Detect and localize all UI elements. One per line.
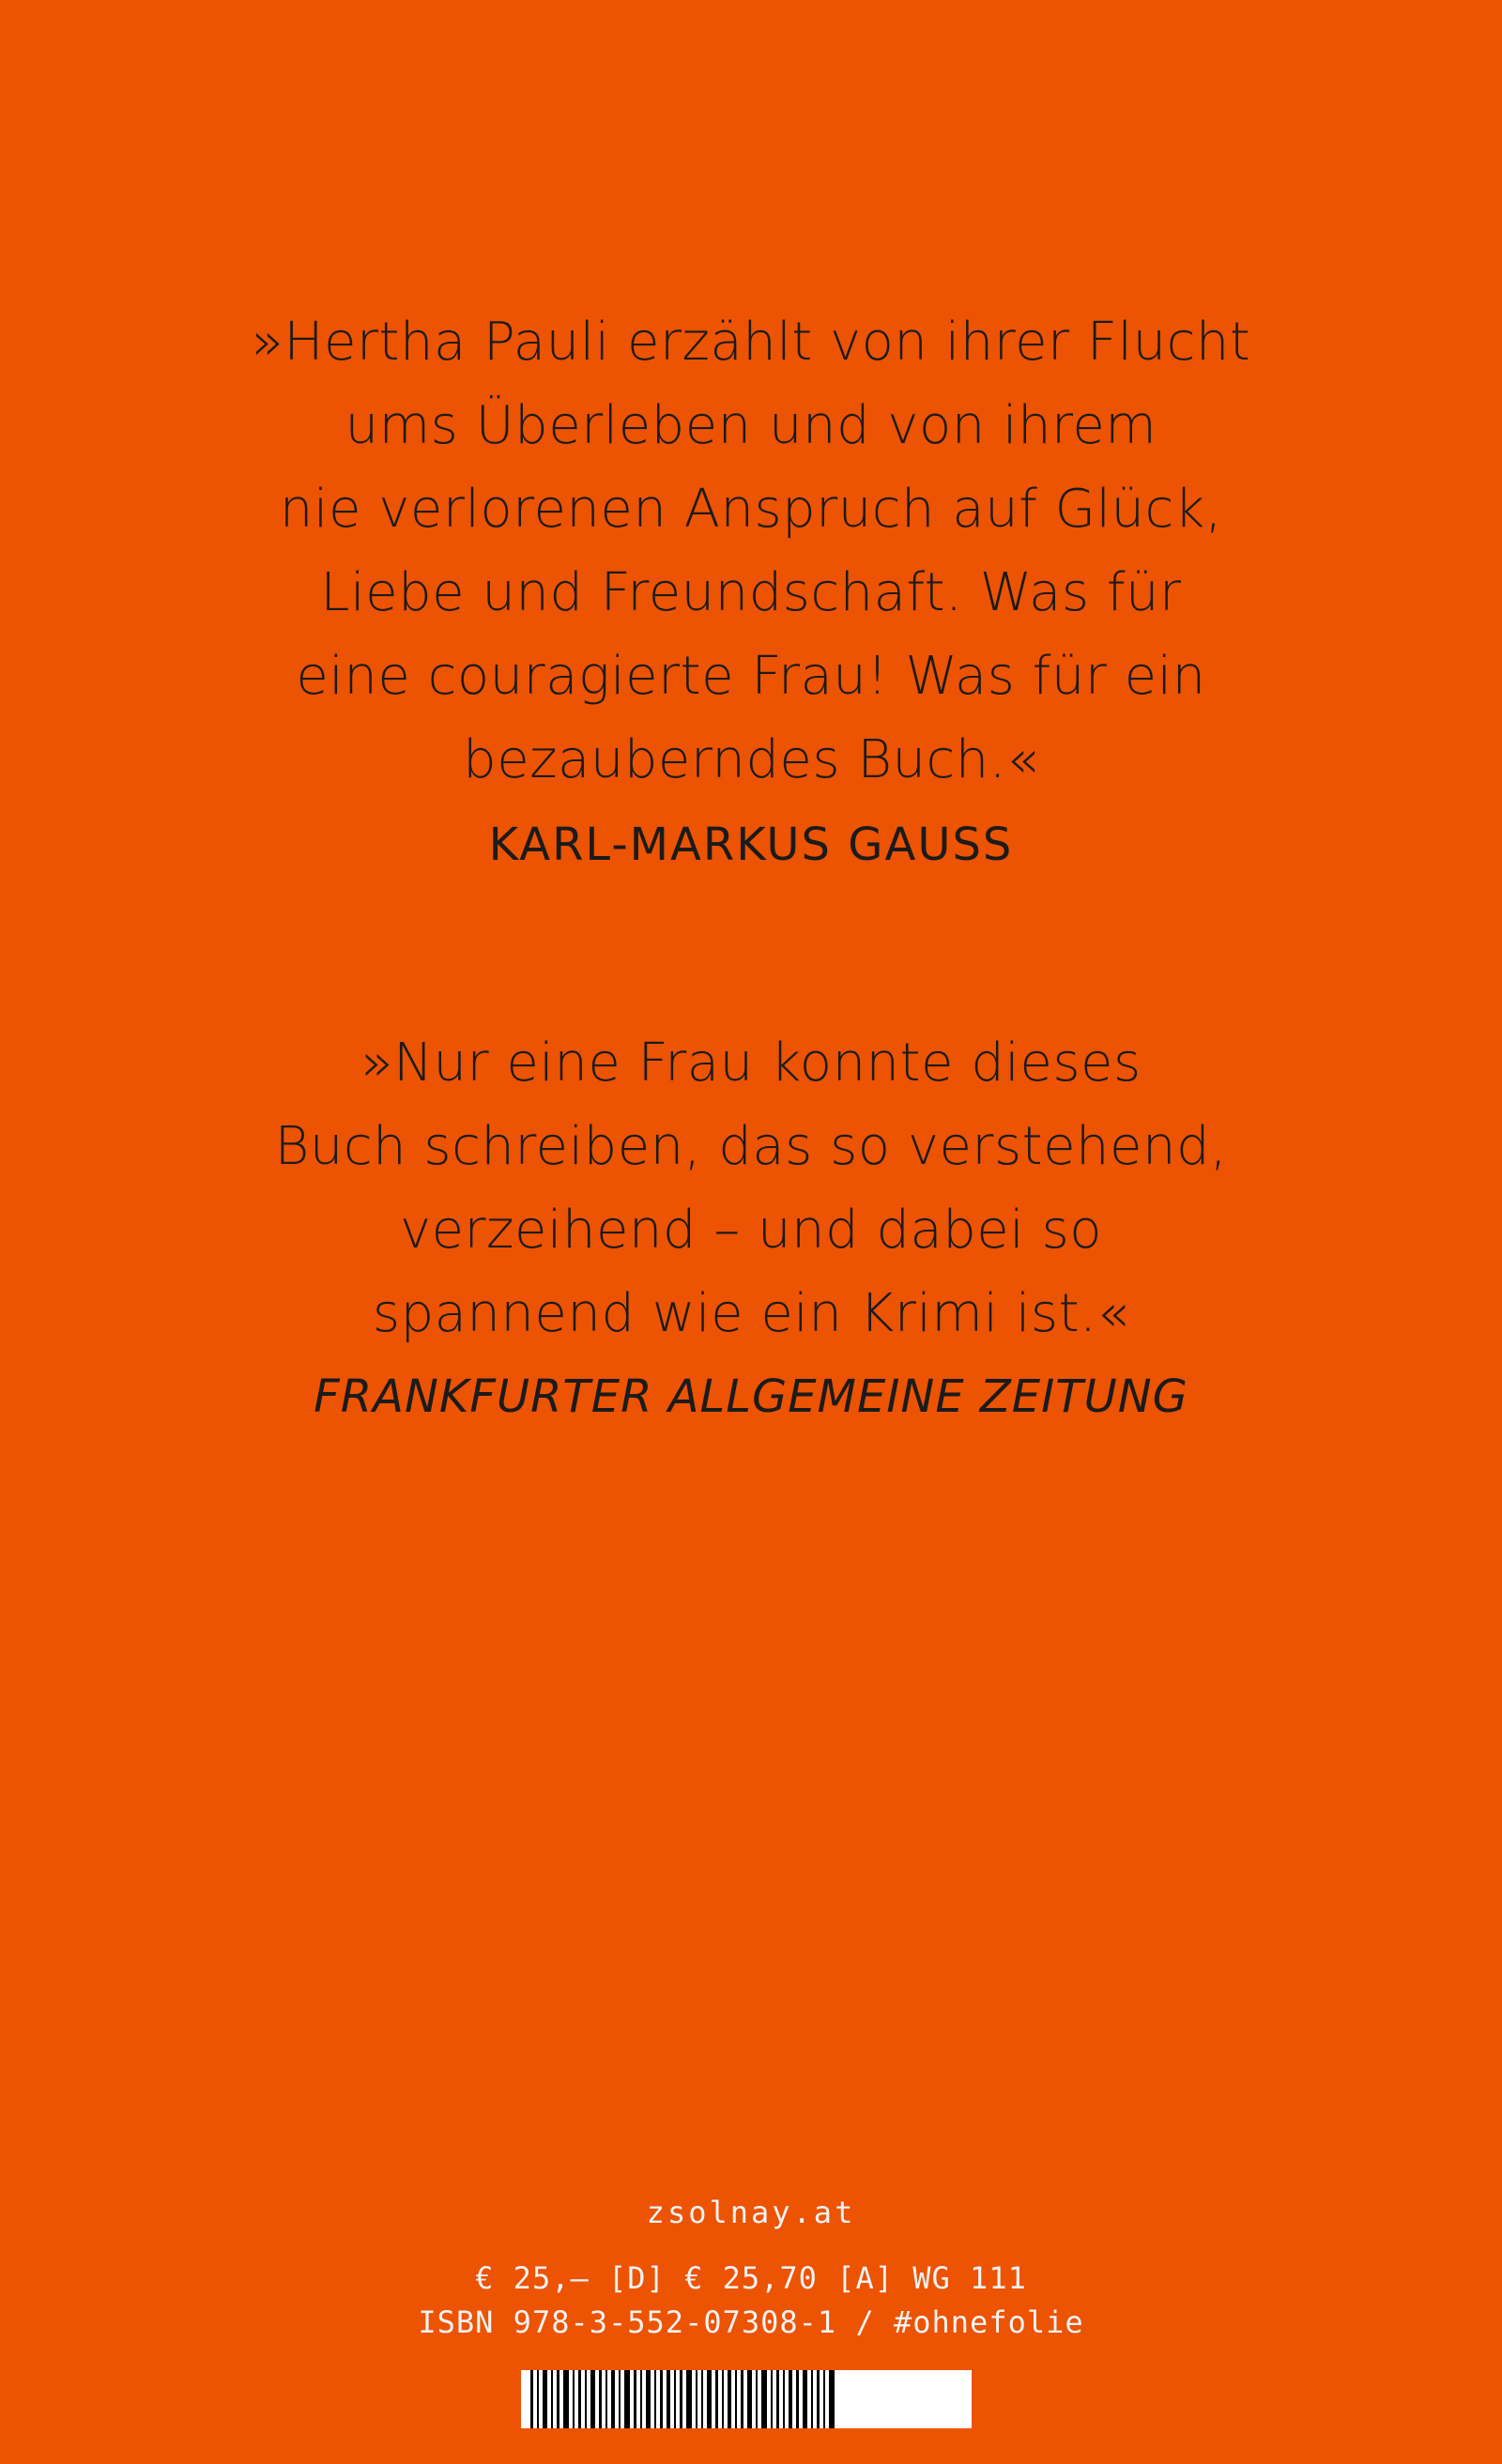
barcode-bar	[696, 2370, 697, 2428]
barcode-bar	[667, 2370, 670, 2428]
barcode-bar	[585, 2370, 587, 2428]
quote-line: ums Überleben und von ihrem	[345, 395, 1157, 456]
barcode-bar	[771, 2370, 773, 2428]
quote-karl-markus-gauss	[0, 300, 1502, 802]
quote-line: »Nur eine Frau konnte dieses	[360, 1033, 1142, 1094]
quote-attribution: FRANKFURTER ALLGEMEINE ZEITUNG	[314, 1370, 1188, 1423]
price-info: € 25,– [D] € 25,70 [A] WG 111	[475, 2260, 1027, 2296]
barcode-bar	[563, 2370, 569, 2428]
barcode-bar	[789, 2370, 792, 2428]
barcode-bar	[611, 2370, 615, 2428]
quote-line: verzeihend – und dabei so	[399, 1200, 1103, 1261]
barcode-bar	[776, 2370, 779, 2428]
quote-line: Buch schreiben, das so verstehend,	[274, 1116, 1228, 1177]
barcode-bar	[590, 2370, 595, 2428]
barcode-bar	[680, 2370, 682, 2428]
barcode-bar	[747, 2370, 752, 2428]
barcode-bar	[686, 2370, 692, 2428]
barcode-bar	[817, 2370, 820, 2428]
barcode-bar	[728, 2370, 731, 2428]
barcode-bar	[707, 2370, 712, 2428]
barcode-bar	[660, 2370, 663, 2428]
quote-attribution: KARL-MARKUS GAUSS	[488, 819, 1014, 871]
barcode-bar	[624, 2370, 630, 2428]
barcode-bar	[654, 2370, 656, 2428]
barcode-bar	[811, 2370, 813, 2428]
barcode-bar	[573, 2370, 575, 2428]
barcode-bar	[537, 2370, 539, 2428]
barcode-bar	[783, 2370, 785, 2428]
barcode-bar	[530, 2370, 533, 2428]
barcode-bar	[646, 2370, 651, 2428]
barcode	[521, 2370, 972, 2428]
quote-line: nie verlorenen Anspruch auf Glück,	[279, 479, 1223, 540]
barcode-bar	[605, 2370, 607, 2428]
quote-faz	[0, 1021, 1502, 1355]
isbn-info: ISBN 978-3-552-07308-1 / #ohnefolie	[418, 2304, 1084, 2340]
barcode-bar	[543, 2370, 547, 2428]
barcode-bar	[761, 2370, 767, 2428]
quote-line: »Hertha Pauli erzählt von ihrer Flucht	[251, 312, 1251, 373]
barcode-bar	[557, 2370, 559, 2428]
barcode-bar	[803, 2370, 807, 2428]
barcode-bar	[796, 2370, 799, 2428]
barcode-bar	[715, 2370, 718, 2428]
barcode-bar	[640, 2370, 642, 2428]
barcode-bar	[578, 2370, 581, 2428]
barcode-bar	[756, 2370, 758, 2428]
quote-line: Liebe und Freundschaft. Was für	[320, 562, 1182, 623]
barcode-bar	[722, 2370, 724, 2428]
barcode-bar	[735, 2370, 737, 2428]
barcode-bar	[619, 2370, 621, 2428]
quote-line: eine couragierte Frau! Was für ein	[296, 646, 1206, 707]
barcode-bar	[674, 2370, 676, 2428]
quote-line: bezauberndes Buch.«	[463, 729, 1039, 790]
quote-line: spannend wie ein Krimi ist.«	[372, 1283, 1130, 1344]
barcode-bar	[701, 2370, 703, 2428]
barcode-bar	[829, 2370, 835, 2428]
publisher-url: zsolnay.at	[646, 2195, 856, 2230]
barcode-bar	[741, 2370, 743, 2428]
barcode-bar	[634, 2370, 636, 2428]
barcode-bar	[599, 2370, 602, 2428]
barcode-bar	[823, 2370, 825, 2428]
barcode-bar	[551, 2370, 553, 2428]
